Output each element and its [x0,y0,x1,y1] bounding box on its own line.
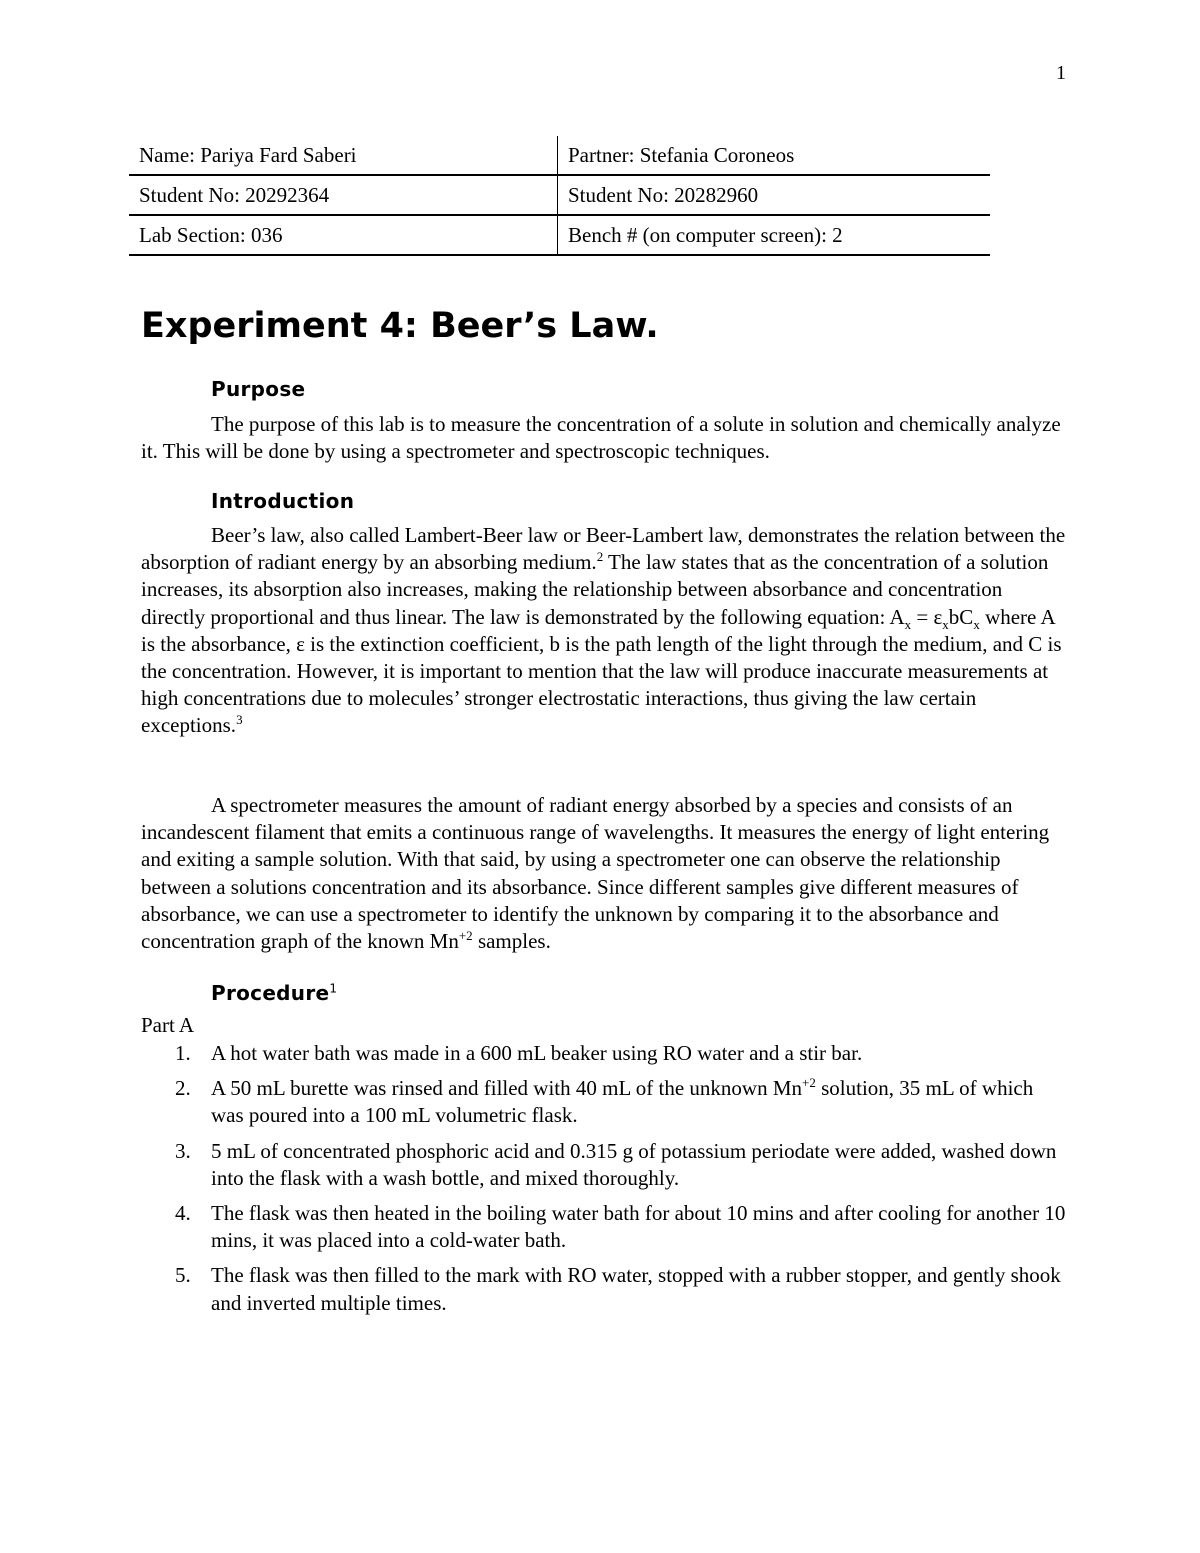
page-number: 1 [1056,62,1066,84]
procedure-heading-text: Procedure [211,981,330,1005]
table-cell: Name: Pariya Fard Saberi [129,136,558,175]
step-number: 2. [175,1076,191,1101]
purpose-paragraph: The purpose of this lab is to measure the concentration of a solute in solution and chemically analyze it. This will be done by using a spectrometer and spectroscopic techniques. [141,412,1061,464]
equation-subscript: x [904,616,912,632]
student-info-table [129,136,990,256]
procedure-heading [211,981,337,1005]
procedure-steps-list [141,1040,1066,1325]
charge-superscript: +2 [458,928,473,944]
list-item [141,1262,1066,1316]
equation-subscript: x [942,616,949,632]
table-cell: Partner: Stefania Coroneos [558,136,991,175]
step-text: The flask was then heated in the boiling water bath for about 10 mins and after cooling for another 10 mins, it was placed into a cold-water bath. [211,1201,1066,1253]
introduction-heading: Introduction [211,489,355,513]
list-item [141,1138,1066,1192]
table-cell: Lab Section: 036 [129,215,558,255]
step-text: A 50 mL burette was rinsed and filled with 40 mL of the unknown Mn [211,1076,803,1101]
table-row [129,136,990,175]
equation-subscript: x [973,616,980,632]
citation-ref: 2 [596,549,604,565]
part-a-label: Part A [141,1013,195,1037]
citation-ref: 3 [236,712,243,728]
step-text: A hot water bath was made in a 600 mL beaker using RO water and a stir bar. [211,1041,863,1065]
table-row [129,215,990,255]
paragraph-text: samples. [472,929,551,954]
document-title: Experiment 4: Beer’s Law. [141,306,659,346]
list-item [141,1075,1066,1129]
step-text: The flask was then filled to the mark with RO water, stopped with a rubber stopper, and gently shook and inverted multiple times. [211,1263,1061,1315]
list-item [141,1200,1066,1254]
table-cell: Student No: 20292364 [129,175,558,215]
step-number: 3. [175,1138,191,1163]
equation-text: bC [948,604,974,629]
table-cell: Bench # (on computer screen): 2 [558,215,991,255]
step-number: 5. [175,1263,191,1288]
paragraph-text: The law states that as the concentration of a solution increases, its absorption also increases, making the relationship between absorbance and concentration directly proportional and thus linear. The law is demonstrated by the following equation: A [141,550,1049,629]
paragraph-text: Beer’s law, also called Lambert-Beer law or Beer-Lambert law, demonstrates the relation between the absorption of radiant energy by an absorbing medium. [141,523,1066,575]
list-item [141,1040,1066,1067]
step-number: 4. [175,1201,191,1226]
paragraph-text: A spectrometer measures the amount of radiant energy absorbed by a species and consists of an incandescent filament that emits a continuous range of wavelengths. It measures the energy of light entering and exiting a sample solution. With that said, by using a spectrometer one can observe the relationship between a solutions concentration and its absorbance. Since different samples give different measures of absorbance, we can use a spectrometer to identify the unknown by comparing it to the absorbance and concentration graph of the known Mn [141,793,1050,954]
paragraph-text: where A is the absorbance, ε is the extinction coefficient, b is the path length of the light through the medium, and C is the concentration. However, it is important to mention that the law will produce inaccurate measurements at high concentrations due to molecules’ stronger electrostatic interactions, thus giving the law certain exceptions. [141,604,1062,738]
table-row [129,175,990,215]
introduction-paragraph-2 [141,792,1066,955]
citation-ref: 1 [329,981,338,996]
charge-superscript: +2 [802,1075,816,1091]
step-number: 1. [175,1041,191,1065]
step-text: solution, 35 mL of which was poured into a 100 mL volumetric flask. [211,1076,1034,1128]
table-cell: Student No: 20282960 [558,175,991,215]
introduction-paragraph-1 [141,522,1066,740]
purpose-heading: Purpose [211,377,306,401]
step-text: 5 mL of concentrated phosphoric acid and 0.315 g of potassium periodate were added, washed down into the flask with a wash bottle, and mixed thoroughly. [211,1138,1057,1190]
equation-text: = ε [911,604,943,629]
